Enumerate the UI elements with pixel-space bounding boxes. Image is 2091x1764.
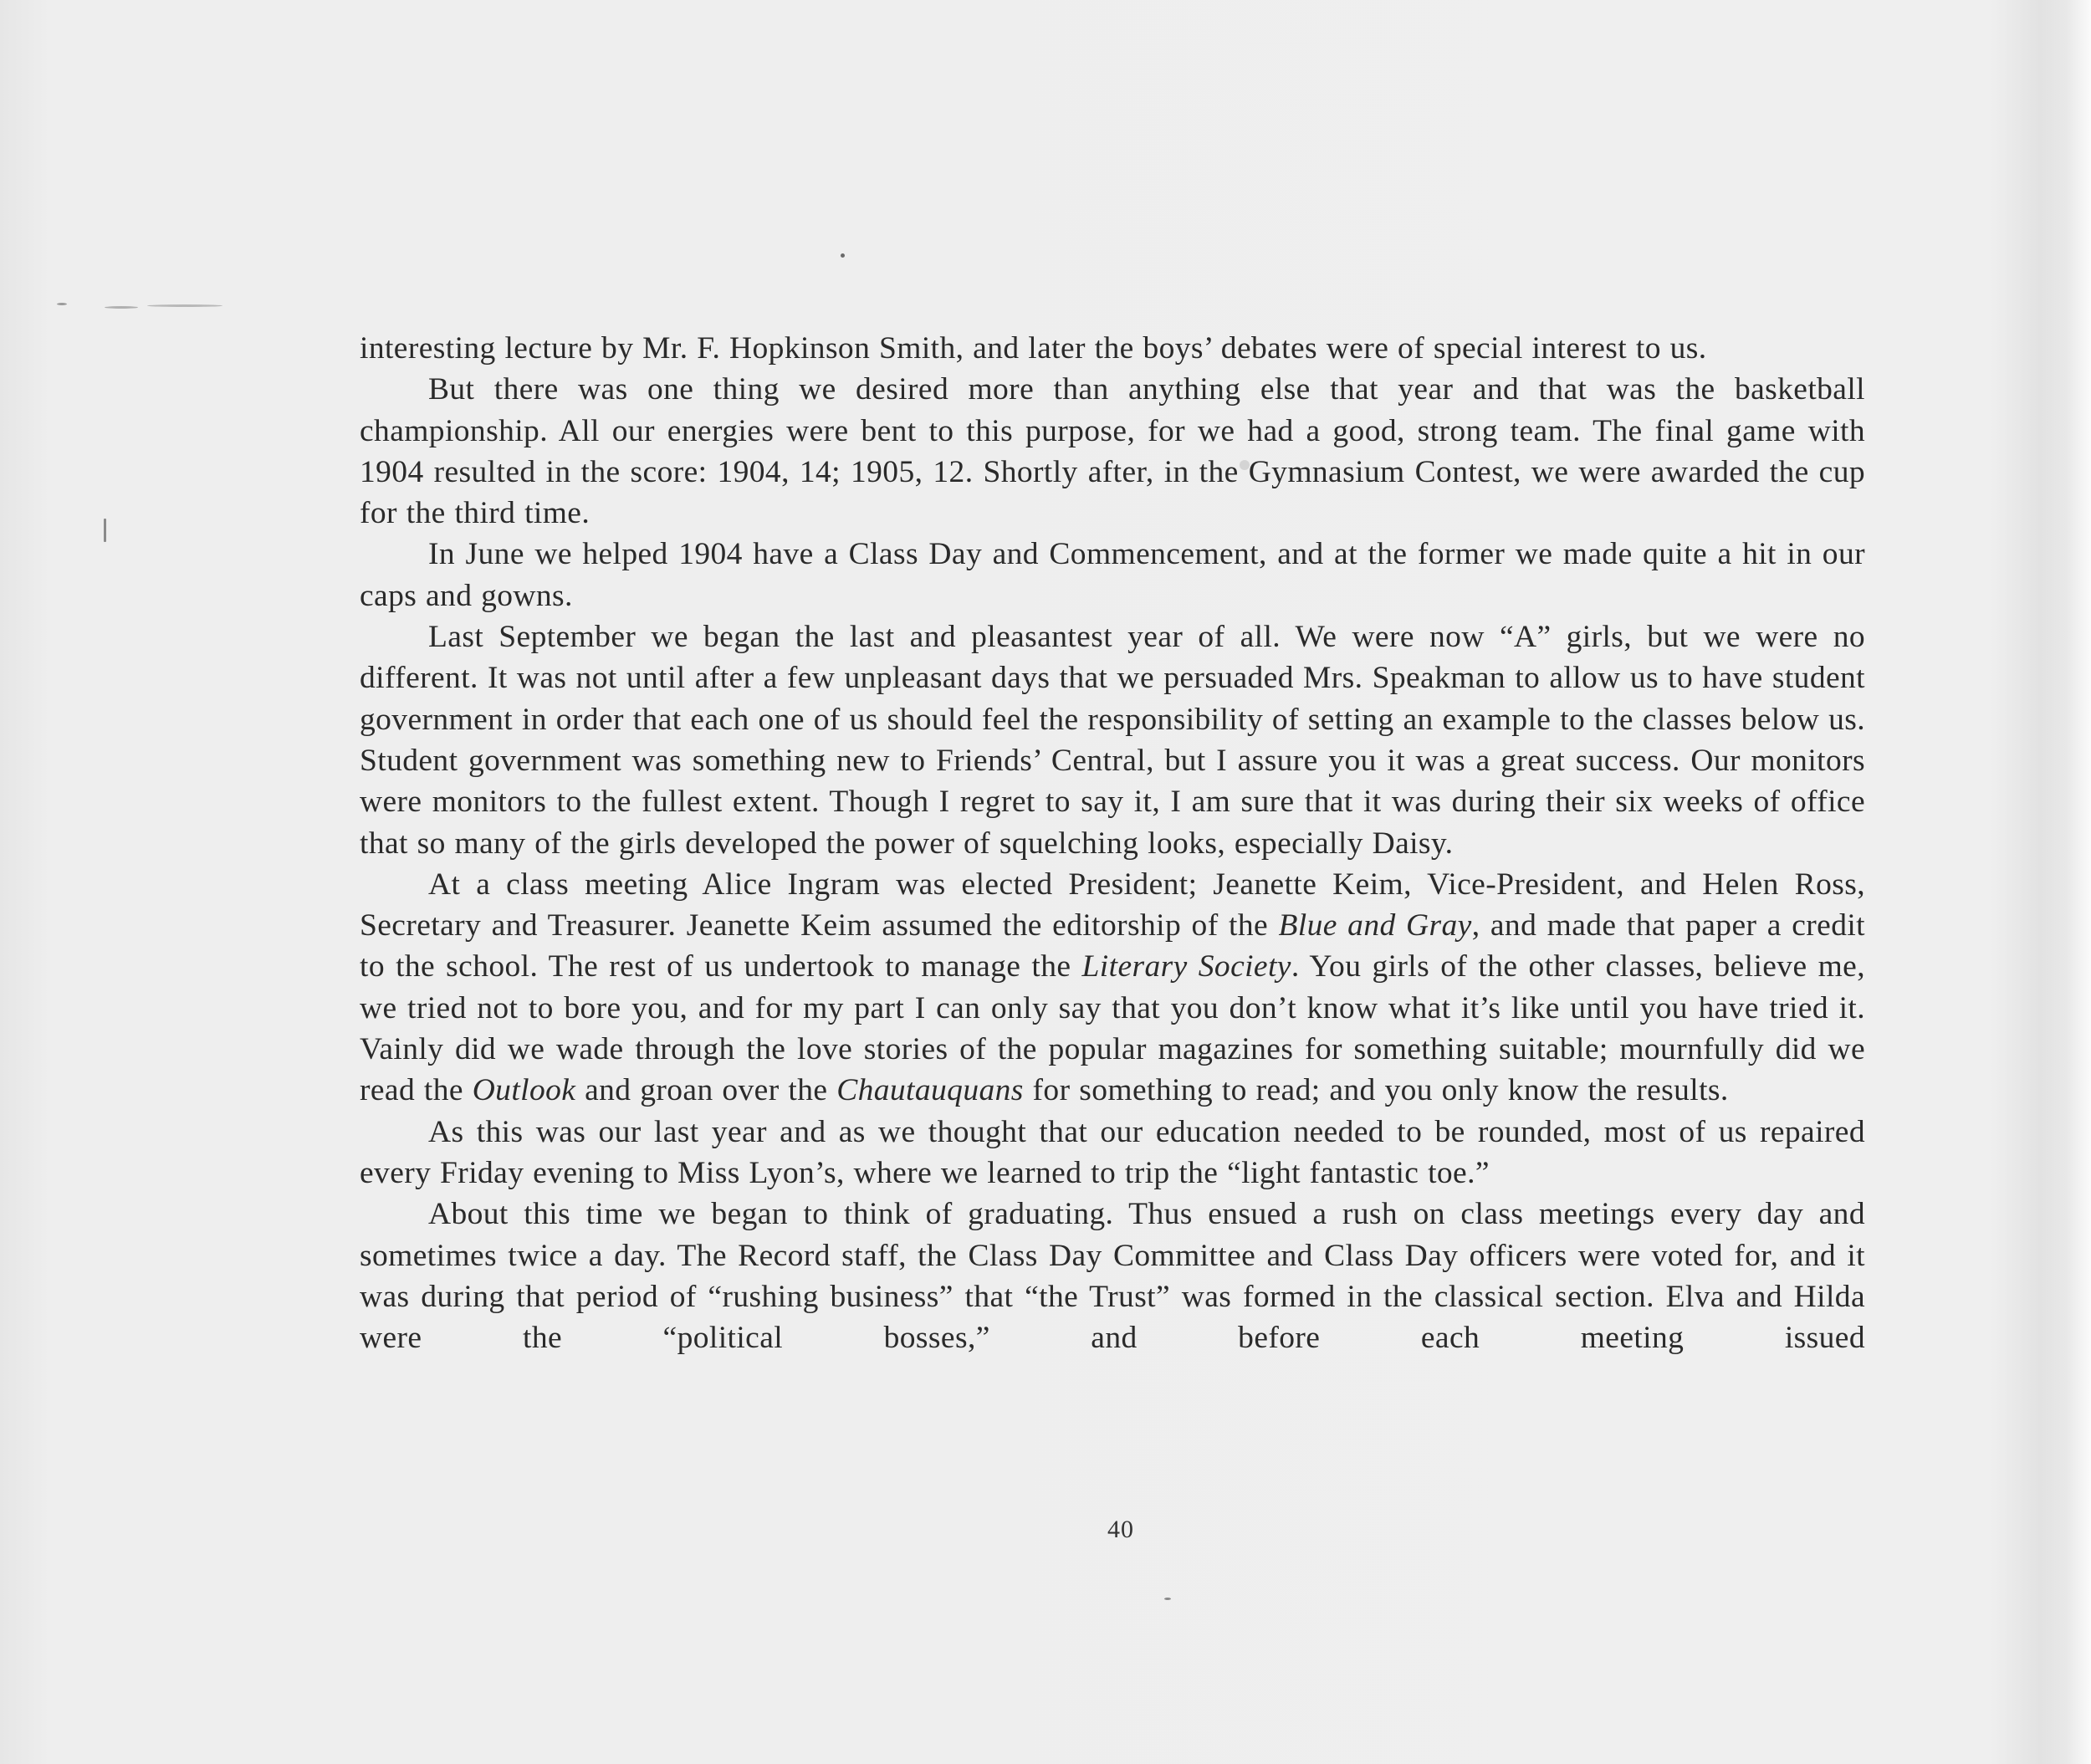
paragraph-text: . You girls of the other classes, believe me, we tried not to bore you, and for my part I can only say that you don’t know what it’s like until you have tried it. Vainly did we wade through the love stories of the popular magazines for something suitable; mournfully did we read the	[360, 949, 1865, 1108]
italic-title-text: Blue and Gray	[1278, 908, 1472, 943]
paragraph	[360, 864, 1865, 1112]
italic-title-text: Outlook	[472, 1073, 576, 1108]
paragraph	[360, 1194, 1865, 1358]
paragraph	[360, 1112, 1865, 1194]
paragraph-text: , and made that paper a credit to the school. The rest of us undertook to manage the	[360, 908, 1865, 984]
italic-title-text: Literary Society	[1081, 949, 1291, 984]
paragraph-text: interesting lecture by Mr. F. Hopkinson Smith, and later the boys’ debates were of special interest to us.	[360, 331, 1707, 366]
paragraph-text: As this was our last year and as we thought that our education needed to be rounded, most of us repaired every Friday evening to Miss Lyon’s, where we learned to trip the “light fantastic toe.”	[360, 1114, 1865, 1190]
page-gutter-shadow	[2041, 0, 2091, 1764]
scan-speck	[147, 304, 222, 307]
paragraph	[360, 328, 1865, 369]
scan-speck	[57, 303, 67, 305]
scan-speck	[105, 306, 138, 309]
paragraph	[360, 534, 1865, 616]
paragraph	[360, 616, 1865, 864]
scan-speck	[104, 519, 106, 542]
paragraph-text: In June we helped 1904 have a Class Day and Commencement, and at the former we made quite a hit in our caps and gowns.	[360, 537, 1865, 613]
italic-title-text: Chautauquans	[836, 1073, 1024, 1108]
paragraph-text: for something to read; and you only know the results.	[1023, 1073, 1729, 1108]
paragraph-text: About this time we began to think of graduating. Thus ensued a rush on class meetings every day and sometimes twice a day. The Record staff, the Class Day Committee and Class Day officers were voted for, and it was during that period of “rushing business” that “the Trust” was formed in the classical section. Elva and Hilda were the “political bosses,” and before each meeting issued	[360, 1197, 1865, 1356]
paragraph	[360, 369, 1865, 534]
body-text	[360, 328, 1865, 1358]
paragraph-text: But there was one thing we desired more than anything else that year and that was the basketball championship. All our energies were bent to this purpose, for we had a good, strong team. The final game with 1904 resulted in the score: 1904, 14; 1905, 12. Shortly after, in the Gymnasium Contest, we were awarded the cup for the third time.	[360, 372, 1865, 531]
paragraph-text: and groan over the	[575, 1073, 837, 1108]
paragraph-text: At a class meeting Alice Ingram was elected President; Jeanette Keim, Vice-President, and Helen Ross, Secretary and Treasurer. Jeanette Keim assumed the editorship of the	[360, 867, 1865, 943]
scan-speck	[841, 253, 845, 258]
paragraph-text: Last September we began the last and pleasantest year of all. We were now “A” girls, but we were no different. It was not until after a few unpleasant days that we persuaded Mrs. Speakman to allow us to have student government in order that each one of us should feel the responsibility of setting an example to the classes below us. Student government was something new to Friends’ Central, but I assure you it was a great success. Our monitors were monitors to the fullest extent. Though I regret to say it, I am sure that it was during their six weeks of office that so many of the girls developed the power of squelching looks, especially Daisy.	[360, 620, 1865, 861]
scan-speck	[1164, 1598, 1171, 1600]
page-number: 40	[1107, 1516, 1134, 1543]
